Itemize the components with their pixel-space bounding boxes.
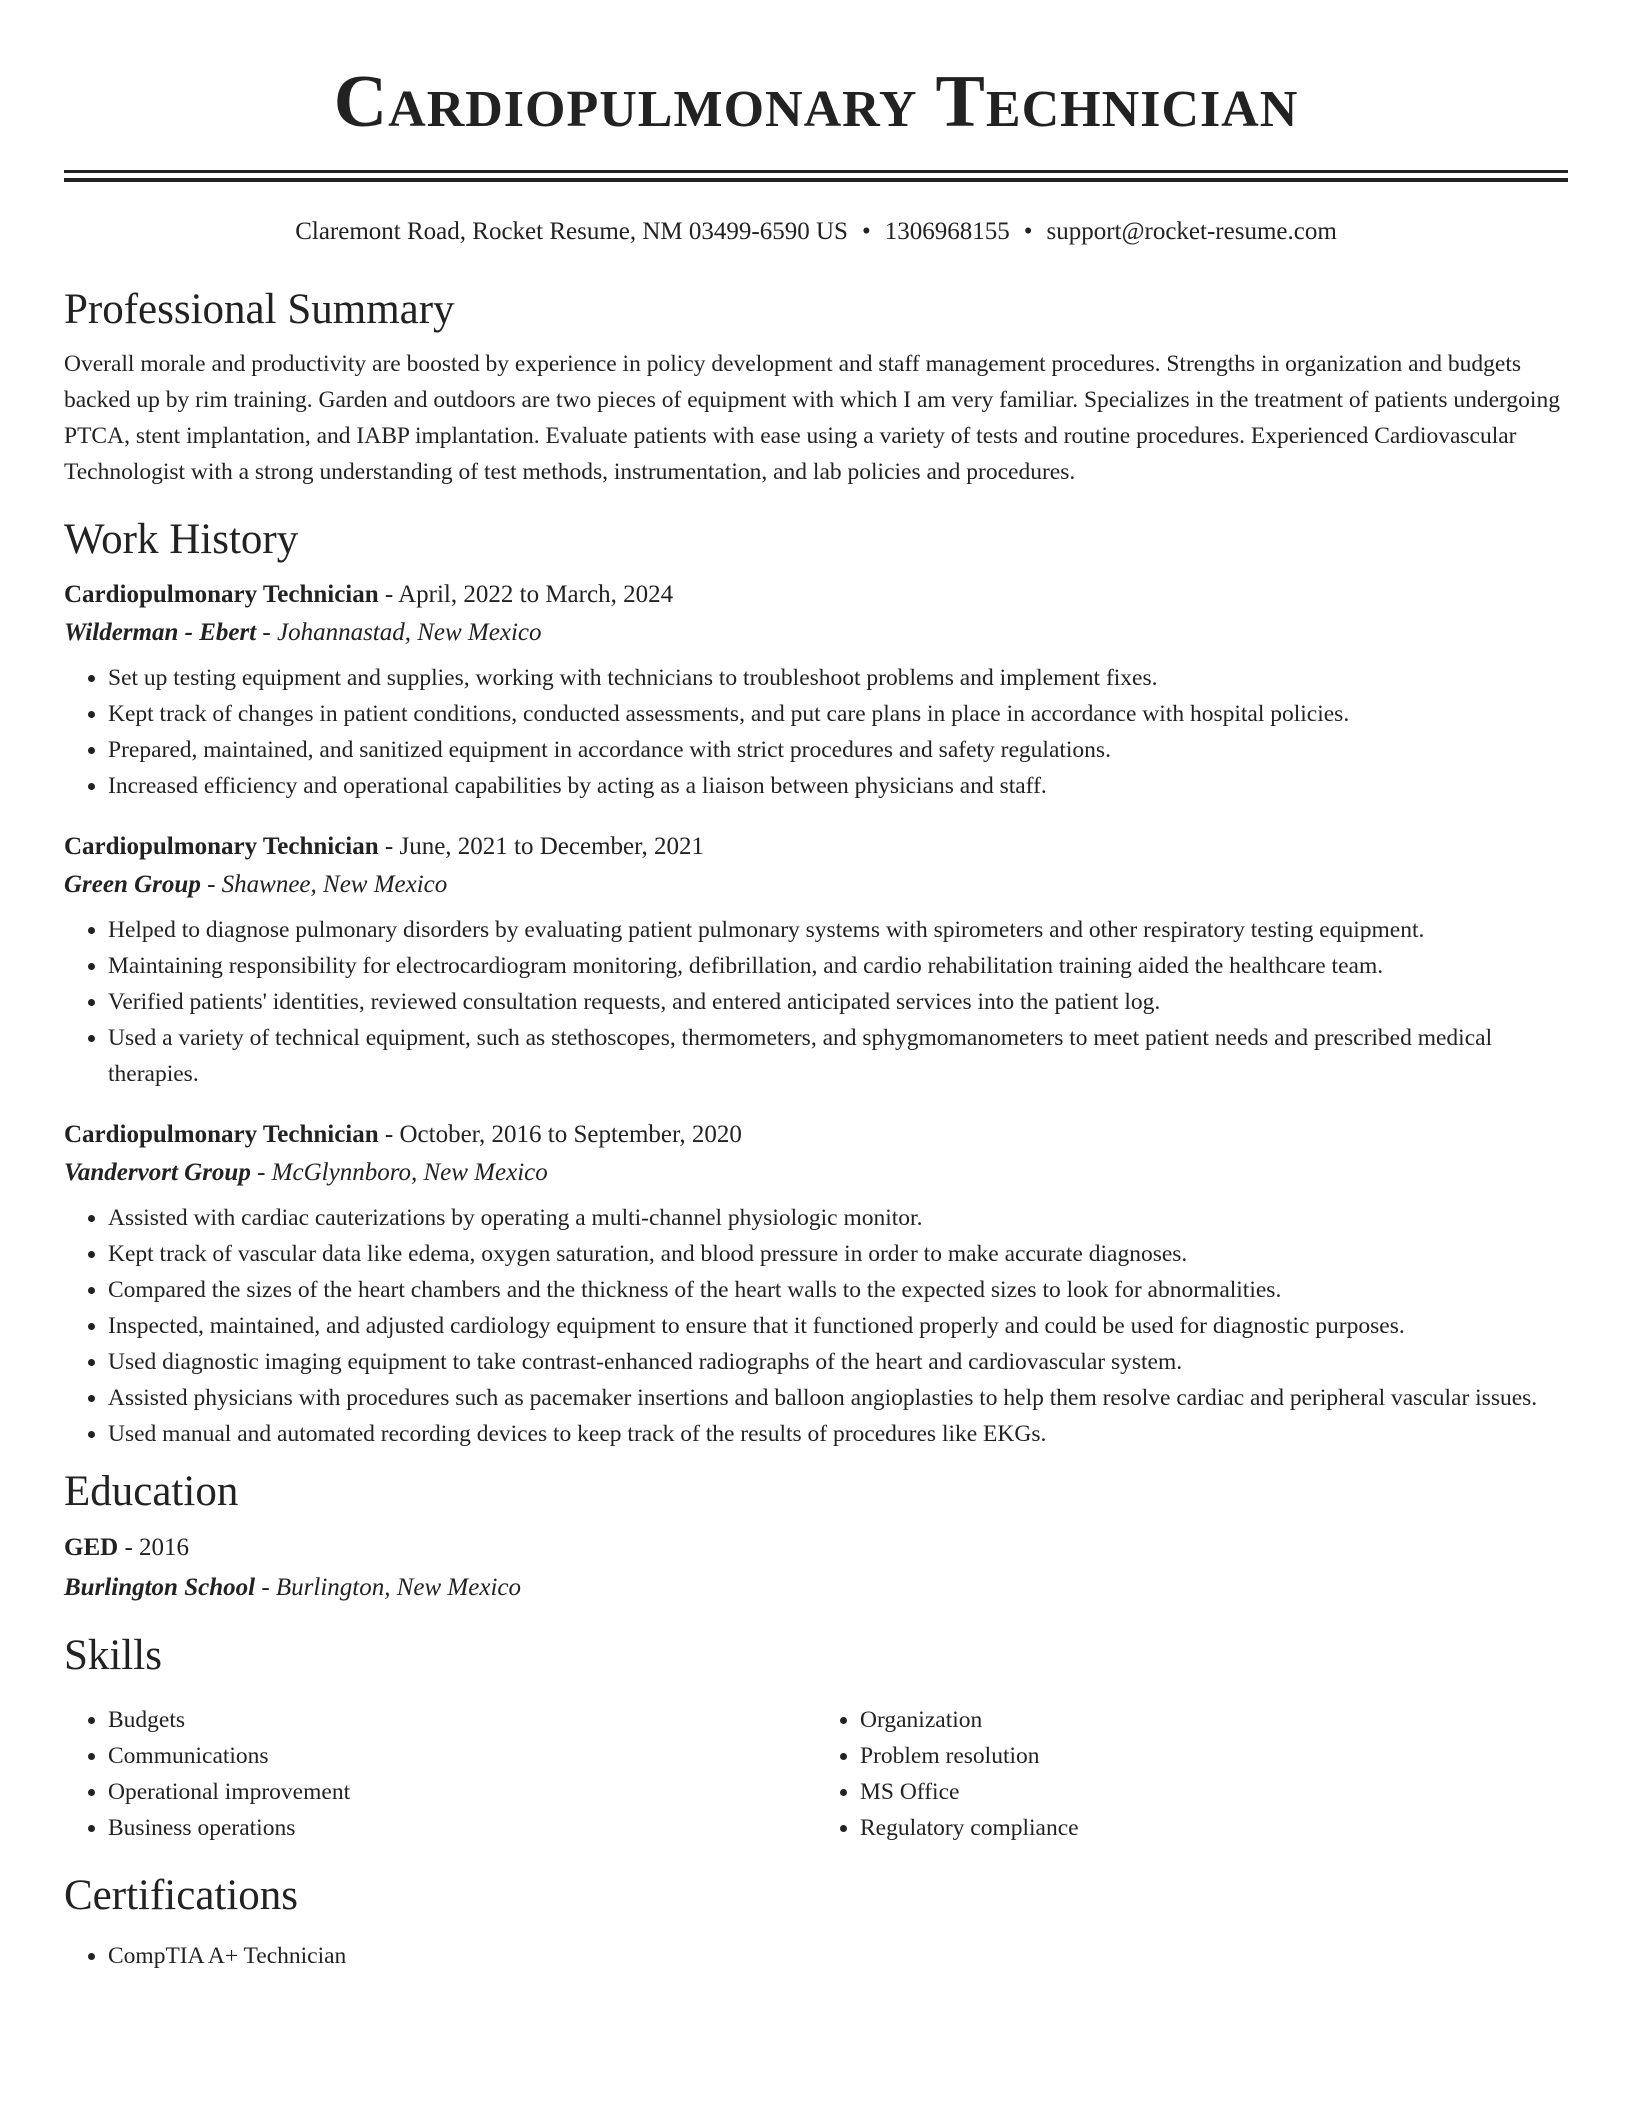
job-title: Cardiopulmonary Technician	[64, 833, 379, 860]
job-entry	[64, 576, 1568, 804]
contact-address: Claremont Road, Rocket Resume, NM 03499-6590 US	[295, 218, 848, 245]
job-bullets	[64, 912, 1568, 1092]
skills-list	[64, 1688, 1568, 1846]
skill-item: • MS Office	[860, 1774, 1568, 1810]
education-entry	[64, 1528, 1568, 1608]
job-bullet: • Maintaining responsibility for electrocardiogram monitoring, defibrillation, and cardio rehabilitation training aided the healthcare team.	[108, 948, 1568, 984]
job-title: Cardiopulmonary Technician	[64, 581, 379, 608]
education-dash: -	[118, 1534, 140, 1561]
education-school-line	[64, 1568, 1568, 1608]
job-dash: -	[250, 1159, 272, 1186]
job-bullet: • Assisted physicians with procedures such as pacemaker insertions and balloon angioplasties to help them resolve cardiac and peripheral vascular issues.	[108, 1380, 1568, 1416]
job-bullet: • Helped to diagnose pulmonary disorders by evaluating patient pulmonary systems with spirometers and other respiratory testing equipment.	[108, 912, 1568, 948]
job-entry	[64, 828, 1568, 1092]
skills-column-right	[816, 1702, 1568, 1846]
job-title: Cardiopulmonary Technician	[64, 1121, 379, 1148]
job-bullet: • Increased efficiency and operational capabilities by acting as a liaison between physicians and staff.	[108, 768, 1568, 804]
skill-item: • Problem resolution	[860, 1738, 1568, 1774]
resume-title: Cardiopulmonary Technician	[333, 61, 1299, 143]
job-bullet: • Used a variety of technical equipment, such as stethoscopes, thermometers, and sphygmomanometers to meet patient needs and prescribed medical therapies.	[108, 1020, 1568, 1092]
education-degree: GED	[64, 1534, 119, 1561]
job-dates: June, 2021 to December, 2021	[399, 833, 704, 860]
skills-column-left	[64, 1702, 816, 1846]
contact-phone: 1306968155	[884, 218, 1010, 245]
summary-text: Overall morale and productivity are boosted by experience in policy development and staff management procedures. Strengths in organization and budgets backed up by rim training. Garden and outdoors are two pieces of equipment with which I am very familiar. Specializes in the treatment of patients undergoing PTCA, stent implantation, and IABP implantation. Evaluate patients with ease using a variety of tests and routine procedures. Experienced Cardiovascular Technologist with a strong understanding of test methods, instrumentation, and lab policies and procedures.	[64, 351, 1560, 485]
contact-separator: •	[861, 218, 871, 245]
job-company-line	[64, 614, 1568, 652]
job-dash: -	[200, 871, 222, 898]
job-dates: October, 2016 to September, 2020	[399, 1121, 742, 1148]
job-bullet: • Verified patients' identities, reviewed consultation requests, and entered anticipated services into the patient log.	[108, 984, 1568, 1020]
skill-item: • Communications	[108, 1738, 816, 1774]
education-degree-line	[64, 1528, 1568, 1568]
job-bullet: • Kept track of changes in patient conditions, conducted assessments, and put care plans in place in accordance with hospital policies.	[108, 696, 1568, 732]
job-bullets	[64, 1200, 1568, 1452]
certifications-heading: Certifications	[64, 1872, 299, 1919]
education-heading: Education	[64, 1468, 239, 1515]
education-location: Burlington, New Mexico	[275, 1574, 521, 1601]
contact-separator: •	[1023, 218, 1033, 245]
job-title-line	[64, 1116, 1568, 1154]
job-location: Johannastad, New Mexico	[276, 619, 542, 646]
job-title-line	[64, 576, 1568, 614]
job-company-line	[64, 866, 1568, 904]
summary-heading: Professional Summary	[64, 286, 455, 333]
work-history-heading: Work History	[64, 516, 299, 563]
job-company: Vandervort Group	[64, 1159, 251, 1186]
skill-item: • Organization	[860, 1702, 1568, 1738]
job-dash: -	[378, 1121, 400, 1148]
job-title-line	[64, 828, 1568, 866]
job-location: Shawnee, New Mexico	[221, 871, 448, 898]
job-company: Wilderman - Ebert	[64, 619, 257, 646]
education-school: Burlington School	[64, 1574, 256, 1601]
certification-items	[64, 1938, 1568, 1974]
job-bullet: • Assisted with cardiac cauterizations by operating a multi-channel physiologic monitor.	[108, 1200, 1568, 1236]
skill-item: • Operational improvement	[108, 1774, 816, 1810]
job-bullet: • Kept track of vascular data like edema, oxygen saturation, and blood pressure in order to make accurate diagnoses.	[108, 1236, 1568, 1272]
contact-email: support@rocket-resume.com	[1046, 218, 1337, 245]
job-dates: April, 2022 to March, 2024	[398, 581, 674, 608]
job-entry	[64, 1116, 1568, 1452]
title-divider	[64, 170, 1568, 182]
skill-item: • Budgets	[108, 1702, 816, 1738]
skills-heading: Skills	[64, 1632, 162, 1679]
education-year: 2016	[139, 1534, 190, 1561]
job-bullet: • Used diagnostic imaging equipment to take contrast-enhanced radiographs of the heart and cardiovascular system.	[108, 1344, 1568, 1380]
job-bullet: • Compared the sizes of the heart chambers and the thickness of the heart walls to the expected sizes to look for abnormalities.	[108, 1272, 1568, 1308]
job-dash: -	[378, 833, 400, 860]
job-bullet: • Set up testing equipment and supplies, working with technicians to troubleshoot problems and implement fixes.	[108, 660, 1568, 696]
certifications-list	[64, 1938, 1568, 1974]
contact-line	[64, 216, 1568, 248]
job-bullet: • Inspected, maintained, and adjusted cardiology equipment to ensure that it functioned properly and could be used for diagnostic purposes.	[108, 1308, 1568, 1344]
job-company-line	[64, 1154, 1568, 1192]
job-dash: -	[378, 581, 399, 608]
skill-item: • Business operations	[108, 1810, 816, 1846]
job-dash: -	[256, 619, 277, 646]
job-bullets	[64, 660, 1568, 804]
skill-item: • Regulatory compliance	[860, 1810, 1568, 1846]
job-location: McGlynnboro, New Mexico	[271, 1159, 548, 1186]
job-bullet: • Used manual and automated recording devices to keep track of the results of procedures like EKGs.	[108, 1416, 1568, 1452]
certification-item: • CompTIA A+ Technician	[108, 1938, 1568, 1974]
job-company: Green Group	[64, 871, 201, 898]
job-bullet: • Prepared, maintained, and sanitized equipment in accordance with strict procedures and safety regulations.	[108, 732, 1568, 768]
education-dash: -	[255, 1574, 276, 1601]
